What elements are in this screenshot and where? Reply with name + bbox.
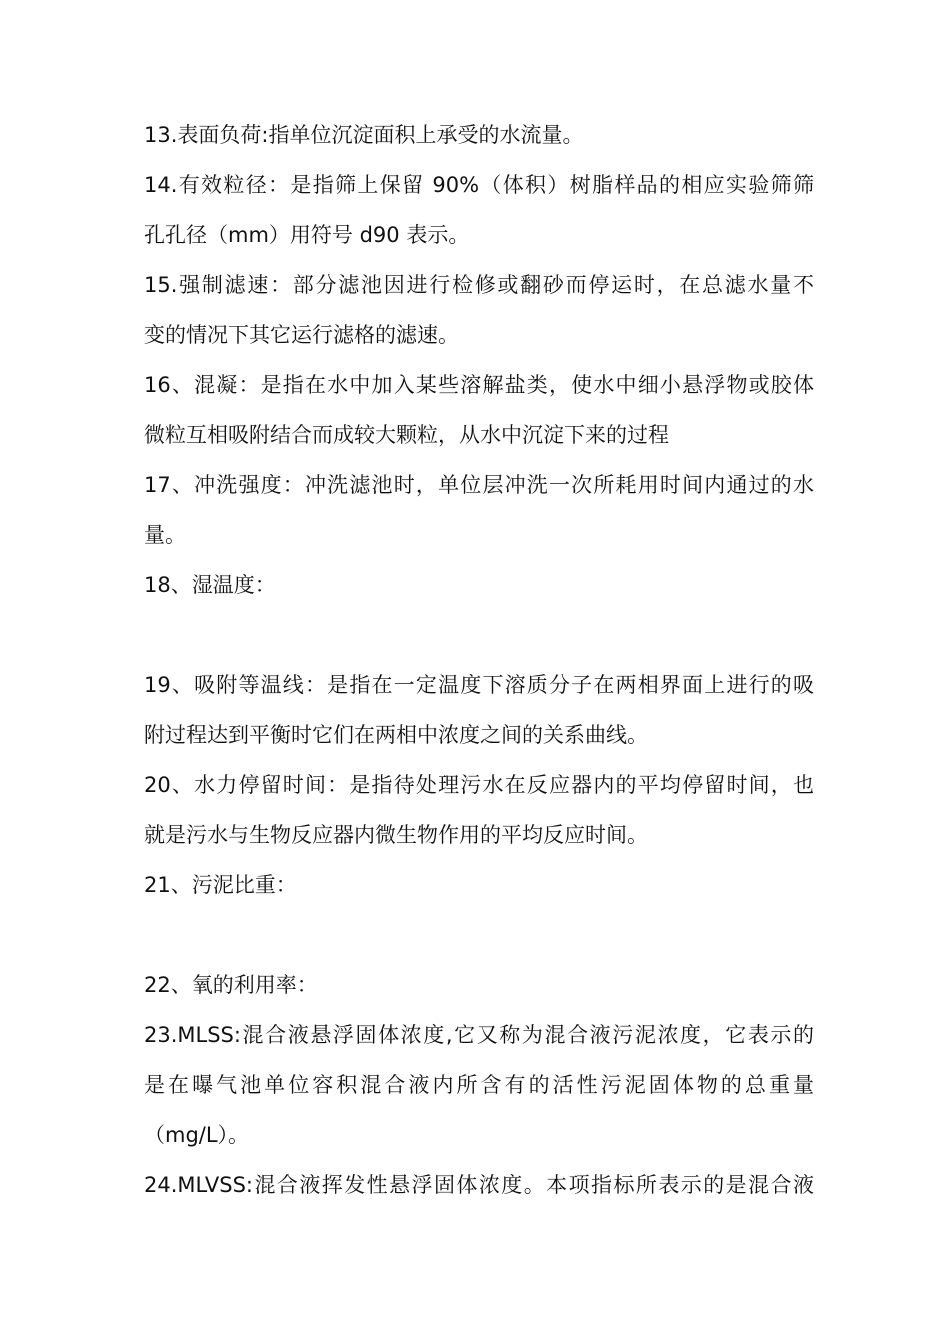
- definition-17-line-1: 17、冲洗强度：冲洗滤池时，单位层冲洗一次所耗用时间内通过的水: [144, 473, 814, 497]
- blank-line: [144, 910, 814, 960]
- definition-23-line-3: （mg/L）。: [144, 1123, 250, 1147]
- definition-22: 22、氧的利用率：: [144, 973, 318, 997]
- definition-20-line-1: [144, 760, 814, 810]
- definition-16-line-2: 微粒互相吸附结合而成较大颗粒，从水中沉淀下来的过程: [144, 423, 669, 447]
- definition-15-line-1: 15.强制滤速：部分滤池因进行检修或翻砂而停运时，在总滤水量不: [144, 273, 814, 297]
- definition-14-line-1: 14.有效粒径：是指筛上保留 90%（体积）树脂样品的相应实验筛筛: [144, 173, 814, 197]
- blank-line: [144, 610, 814, 660]
- definition-16-line-1: 16、混凝：是指在水中加入某些溶解盐类，使水中细小悬浮物或胶体: [144, 373, 814, 397]
- definition-24-line-1: 24.MLVSS:混合液挥发性悬浮固体浓度。本项指标所表示的是混合液: [144, 1173, 814, 1197]
- definition-18: 18、湿温度：: [144, 573, 276, 597]
- document-body: [144, 110, 814, 1210]
- definition-23-line-1: 23.MLSS:混合液悬浮固体浓度,它又称为混合液污泥浓度，它表示的: [144, 1023, 814, 1047]
- definition-23-line-2: 是在曝气池单位容积混合液内所含有的活性污泥固体物的总重量: [144, 1073, 814, 1097]
- definition-17-line-2: 量。: [144, 523, 186, 547]
- definition-20-term: 20、水力停留时间：: [144, 773, 350, 797]
- definition-13: 13.表面负荷:指单位沉淀面积上承受的水流量。: [144, 123, 584, 147]
- definition-21: 21、污泥比重：: [144, 873, 297, 897]
- definition-19-line-1: 19、吸附等温线：是指在一定温度下溶质分子在两相界面上进行的吸: [144, 673, 814, 697]
- definition-20-text: 是指待处理污水在反应器内的平均停留时间，也: [349, 773, 814, 797]
- definition-15-line-2: 变的情况下其它运行滤格的滤速。: [144, 323, 459, 347]
- definition-19-line-2: 附过程达到平衡时它们在两相中浓度之间的关系曲线。: [144, 723, 648, 747]
- definition-20-line-2: 就是污水与生物反应器内微生物作用的平均反应时间。: [144, 823, 648, 847]
- definition-14-line-2: 孔孔径（mm）用符号 d90 表示。: [144, 223, 470, 247]
